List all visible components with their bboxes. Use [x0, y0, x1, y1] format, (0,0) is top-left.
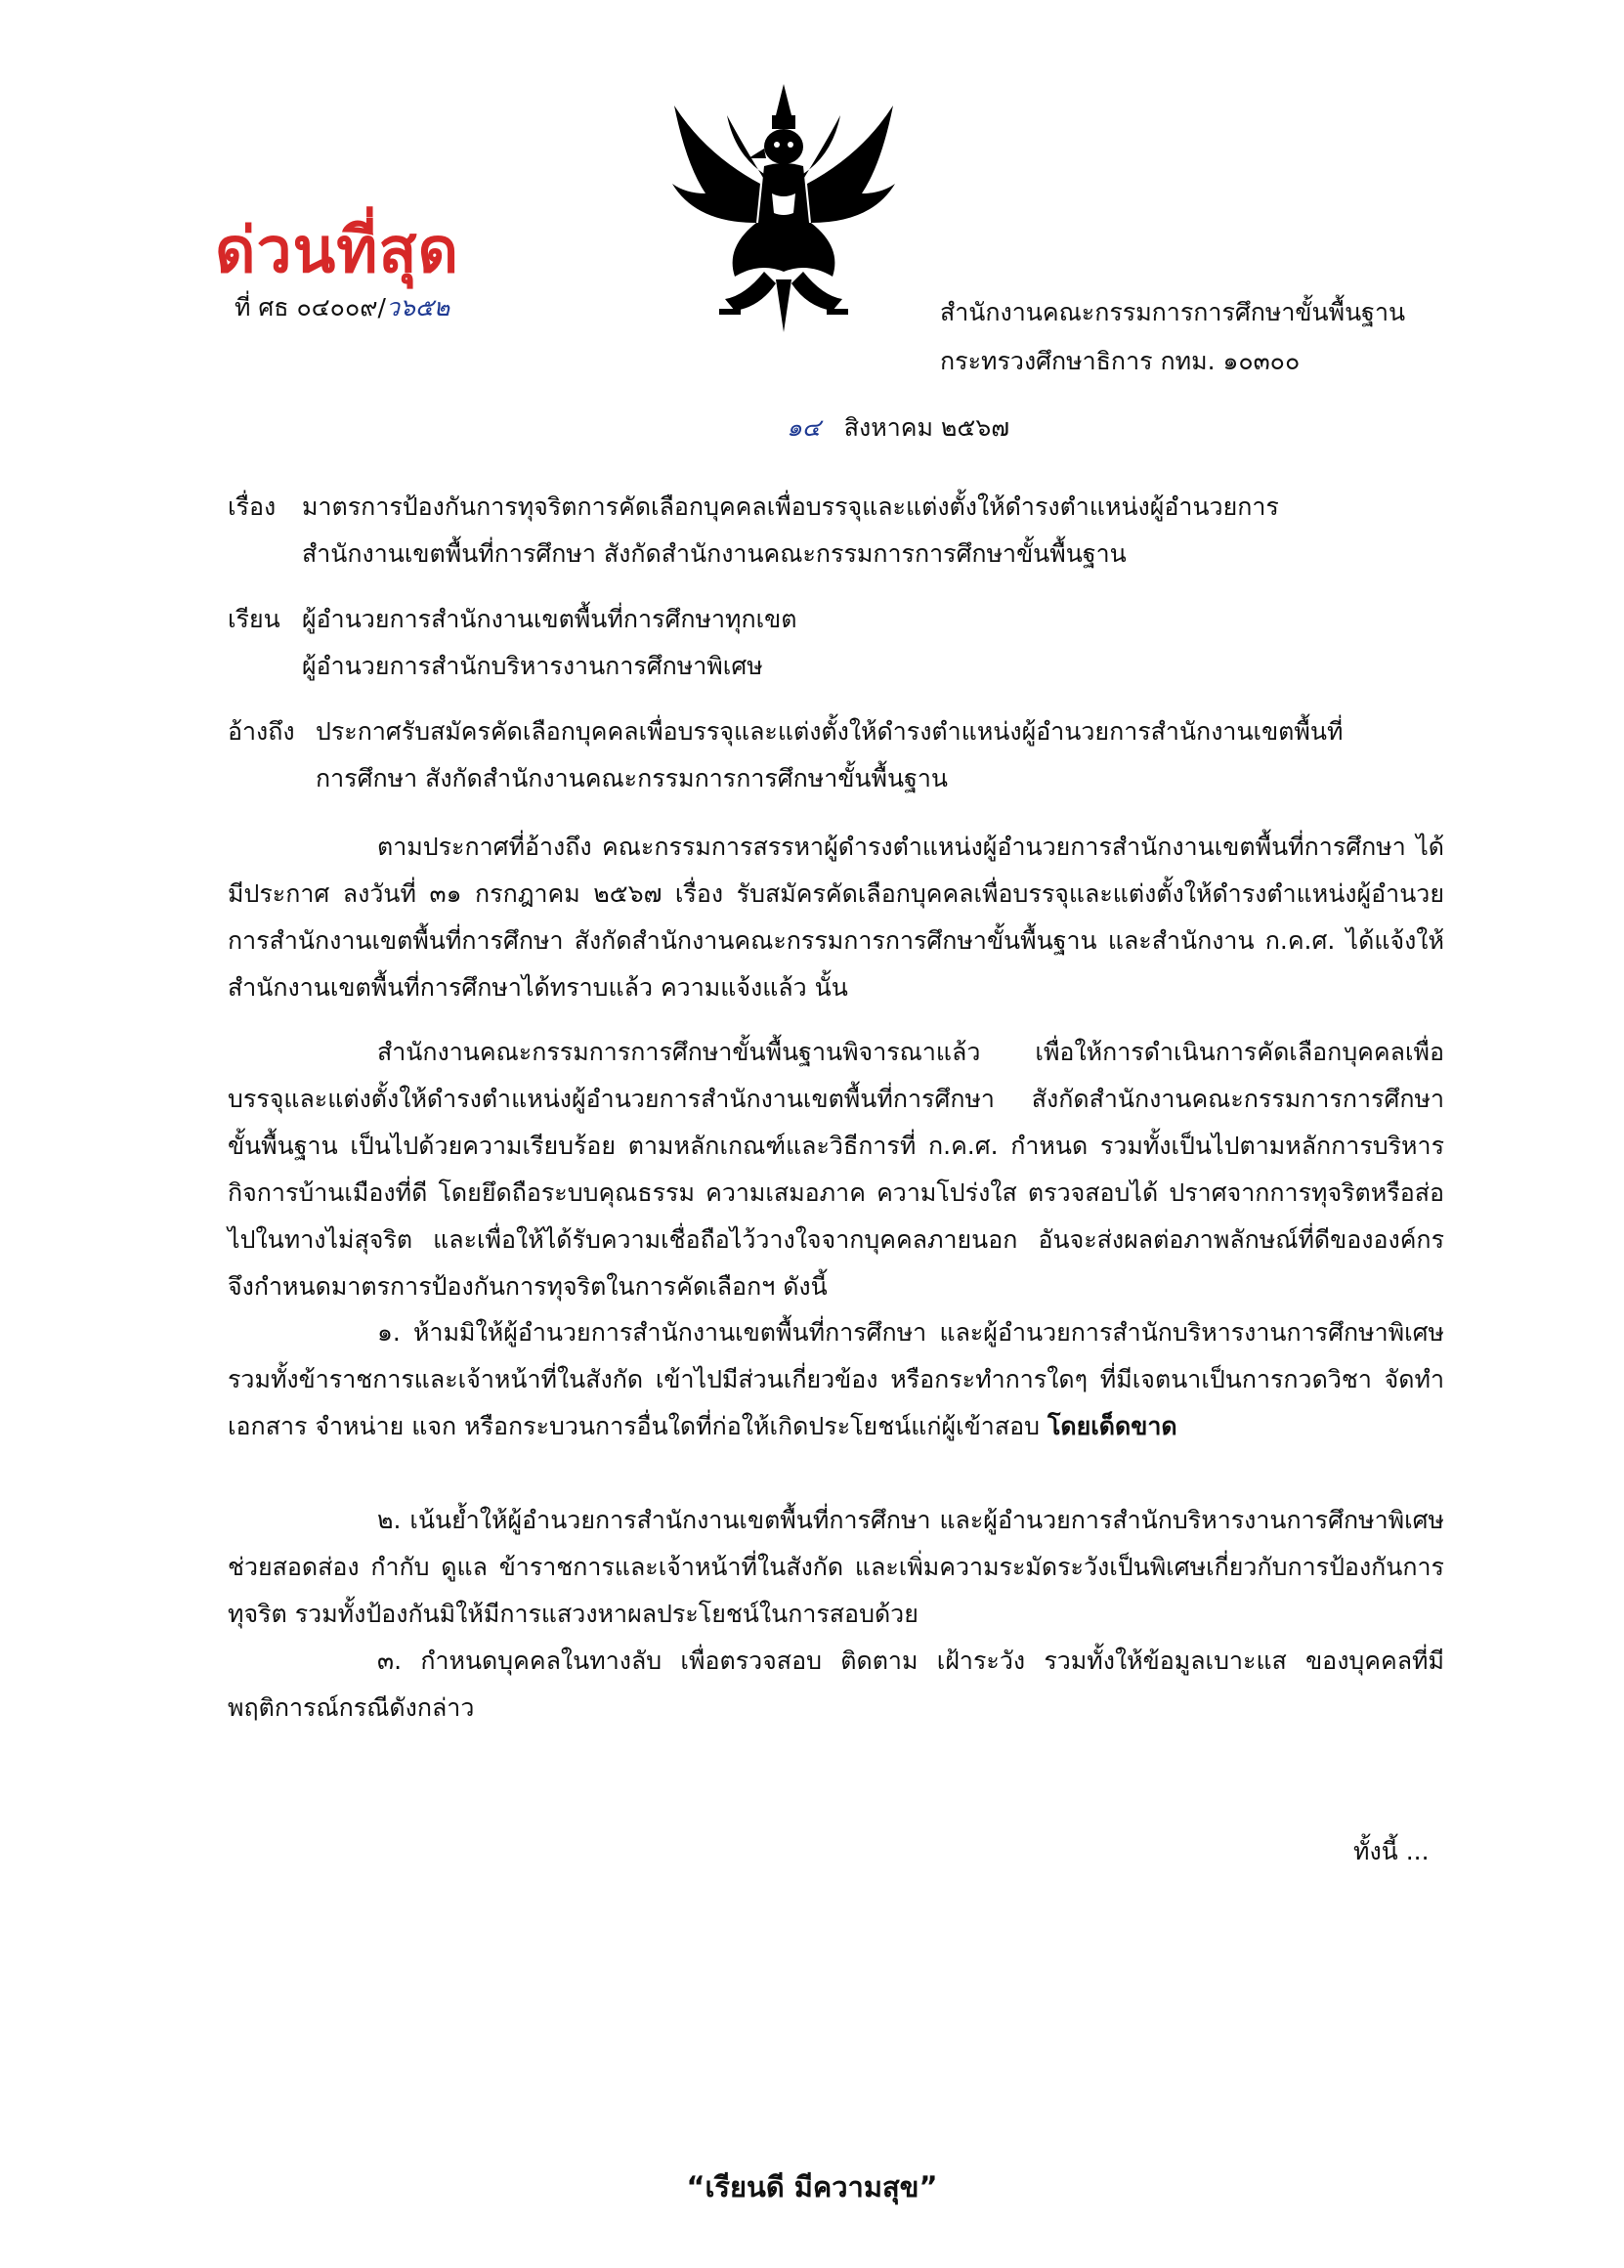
reference-number: ว๖๕๒ [385, 293, 450, 321]
subject-block [228, 484, 1444, 578]
date-day: ๑๔ [787, 413, 821, 442]
continued-marker: ทั้งนี้ ... [1353, 1837, 1430, 1865]
date-month-year: สิงหาคม ๒๕๖๗ [843, 413, 1009, 442]
addressee-line-2: ผู้อำนวยการสำนักบริหารงานการศึกษาพิเศษ [302, 652, 763, 680]
reference-prefix: ที่ ศธ ๐๔๐๐๙/ [235, 293, 386, 321]
addressee-block [228, 596, 1444, 690]
reference-line-2: การศึกษา สังกัดสำนักงานคณะกรรมการการศึกษาขั้นพื้นฐาน [316, 764, 948, 792]
office-name: สำนักงานคณะกรรมการการศึกษาขั้นพื้นฐาน [940, 298, 1406, 326]
measure-item-1 [228, 1309, 1444, 1450]
subject-label: เรื่อง [228, 492, 277, 521]
urgency-stamp: ด่วนที่สุด [215, 215, 460, 287]
office-address: กระทรวงศึกษาธิการ กทม. ๑๐๓๐๐ [940, 347, 1301, 375]
sender-office [940, 288, 1405, 386]
measure-item-1-emphasis: โดยเด็ดขาด [1047, 1412, 1177, 1440]
subject-line-2: สำนักงานเขตพื้นที่การศึกษา สังกัดสำนักงานคณะกรรมการการศึกษาขั้นพื้นฐาน [302, 539, 1127, 568]
letter-date [787, 408, 1009, 448]
body-paragraph-1: ตามประกาศที่อ้างถึง คณะกรรมการสรรหาผู้ดำรงตำแหน่งผู้อำนวยการสำนักงานเขตพื้นที่การศึกษา ได้มีประกาศ ลงวันที่ ๓๑ กรกฎาคม ๒๕๖๗ เรื่อง รับสมัครคัดเลือกบุคคลเพื่อบรรจุและแต่งตั้งให้ดำรงตำแหน่งผู้อำนวยการสำนักงานเขตพื้นที่การศึกษา สังกัดสำนักงานคณะกรรมการการศึกษาขั้นพื้นฐาน และสำนักงาน ก.ค.ศ. ได้แจ้งให้สำนักงานเขตพื้นที่การศึกษาได้ทราบแล้ว ความแจ้งแล้ว นั้น [228, 833, 1444, 1002]
footer-motto: “เรียนดี มีความสุข” [686, 2170, 938, 2204]
subject-line-1: มาตรการป้องกันการทุจริตการคัดเลือกบุคคลเพื่อบรรจุและแต่งตั้งให้ดำรงตำแหน่งผู้อำนวยการ [302, 492, 1279, 521]
reference-line-1: ประกาศรับสมัครคัดเลือกบุคคลเพื่อบรรจุและแต่งตั้งให้ดำรงตำแหน่งผู้อำนวยการสำนักงานเขตพื้นที่ [316, 717, 1344, 746]
measure-item-1-text: ๑. ห้ามมิให้ผู้อำนวยการสำนักงานเขตพื้นที่การศึกษา และผู้อำนวยการสำนักบริหารงานการศึกษาพิเศษ รวมทั้งข้าราชการและเจ้าหน้าที่ในสังกัด เข้าไปมีส่วนเกี่ยวข้อง หรือกระทำการใดๆ ที่มีเจตนาเป็นการกวดวิชา จัดทำเอกสาร จำหน่าย แจก หรือกระบวนการอื่นใดที่ก่อให้เกิดประโยชน์แก่ผู้เข้าสอบ [228, 1318, 1444, 1440]
document-reference [235, 288, 449, 327]
reference-label: อ้างถึง [228, 717, 295, 746]
addressee-line-1: ผู้อำนวยการสำนักงานเขตพื้นที่การศึกษาทุกเขต [302, 605, 797, 633]
garuda-emblem-icon [666, 76, 901, 340]
reference-block [228, 708, 1444, 802]
addressee-label: เรียน [228, 605, 280, 633]
body-paragraph-2: สำนักงานคณะกรรมการการศึกษาขั้นพื้นฐานพิจารณาแล้ว เพื่อให้การดำเนินการคัดเลือกบุคคลเพื่อบรรจุและแต่งตั้งให้ดำรงตำแหน่งผู้อำนวยการสำนักงานเขตพื้นที่การศึกษา สังกัดสำนักงานคณะกรรมการการศึกษาขั้นพื้นฐาน เป็นไปด้วยความเรียบร้อย ตามหลักเกณฑ์และวิธีการที่ ก.ค.ศ. กำหนด รวมทั้งเป็นไปตามหลักการบริหารกิจการบ้านเมืองที่ดี โดยยึดถือระบบคุณธรรม ความเสมอภาค ความโปร่งใส ตรวจสอบได้ ปราศจากการทุจริตหรือส่อไปในทางไม่สุจริต และเพื่อให้ได้รับความเชื่อถือไว้วางใจจากบุคคลภายนอก อันจะส่งผลต่อภาพลักษณ์ที่ดีขององค์กร จึงกำหนดมาตรการป้องกันการทุจริตในการคัดเลือกฯ ดังนี้ [228, 1038, 1444, 1301]
measure-item-3: ๓. กำหนดบุคคลในทางลับ เพื่อตรวจสอบ ติดตาม เฝ้าระวัง รวมทั้งให้ข้อมูลเบาะแส ของบุคคลที่มีพฤติการณ์กรณีดังกล่าว [228, 1647, 1444, 1722]
measure-item-2: ๒. เน้นย้ำให้ผู้อำนวยการสำนักงานเขตพื้นที่การศึกษา และผู้อำนวยการสำนักบริหารงานการศึกษาพิเศษ ช่วยสอดส่อง กำกับ ดูแล ข้าราชการและเจ้าหน้าที่ในสังกัด และเพิ่มความระมัดระวังเป็นพิเศษเกี่ยวกับการป้องกันการทุจริต รวมทั้งป้องกันมิให้มีการแสวงหาผลประโยชน์ในการสอบด้วย [228, 1506, 1444, 1628]
